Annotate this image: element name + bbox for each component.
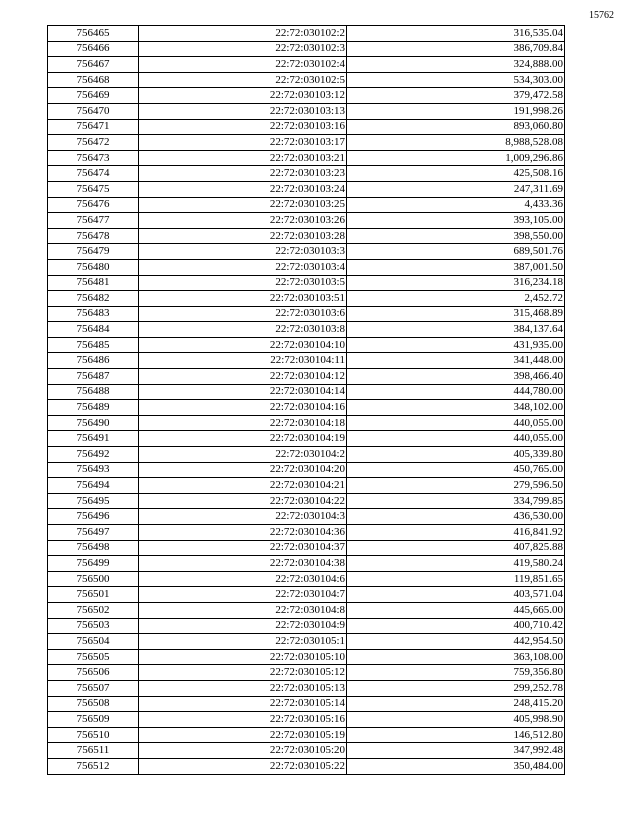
cadastral-number-cell: 22:72:030102:3 (139, 41, 347, 57)
record-id-cell: 756465 (48, 26, 139, 42)
cadastral-number-cell: 22:72:030104:7 (139, 587, 347, 603)
cadastral-number-cell: 22:72:030104:10 (139, 337, 347, 353)
table-row (48, 88, 565, 104)
table-row (48, 135, 565, 151)
cadastral-number-cell: 22:72:030104:38 (139, 556, 347, 572)
cadastral-value-cell: 384,137.64 (347, 322, 565, 338)
record-id-cell: 756466 (48, 41, 139, 57)
cadastral-number-cell: 22:72:030103:51 (139, 291, 347, 307)
cadastral-value-cell: 534,303.00 (347, 72, 565, 88)
record-id-cell: 756486 (48, 353, 139, 369)
record-id-cell: 756467 (48, 57, 139, 73)
table-row (48, 400, 565, 416)
cadastral-number-cell: 22:72:030104:22 (139, 493, 347, 509)
record-id-cell: 756487 (48, 369, 139, 385)
cadastral-number-cell: 22:72:030104:8 (139, 602, 347, 618)
cadastral-value-cell: 450,765.00 (347, 462, 565, 478)
table-row (48, 26, 565, 42)
record-id-cell: 756482 (48, 291, 139, 307)
record-id-cell: 756490 (48, 415, 139, 431)
record-id-cell: 756496 (48, 509, 139, 525)
record-id-cell: 756478 (48, 228, 139, 244)
record-id-cell: 756491 (48, 431, 139, 447)
table-row (48, 353, 565, 369)
cadastral-value-table (47, 25, 565, 775)
cadastral-number-cell: 22:72:030104:9 (139, 618, 347, 634)
record-id-cell: 756502 (48, 602, 139, 618)
cadastral-value-cell: 191,998.26 (347, 103, 565, 119)
cadastral-number-cell: 22:72:030104:18 (139, 415, 347, 431)
cadastral-number-cell: 22:72:030104:37 (139, 540, 347, 556)
cadastral-value-cell: 316,234.18 (347, 275, 565, 291)
table-row (48, 478, 565, 494)
cadastral-value-cell: 689,501.76 (347, 244, 565, 260)
cadastral-number-cell: 22:72:030105:13 (139, 680, 347, 696)
cadastral-number-cell: 22:72:030104:19 (139, 431, 347, 447)
cadastral-value-cell: 393,105.00 (347, 213, 565, 229)
cadastral-value-cell: 4,433.36 (347, 197, 565, 213)
cadastral-value-cell: 436,530.00 (347, 509, 565, 525)
table-row (48, 166, 565, 182)
cadastral-number-cell: 22:72:030104:21 (139, 478, 347, 494)
table-row (48, 696, 565, 712)
table-row (48, 743, 565, 759)
table-row (48, 509, 565, 525)
record-id-cell: 756492 (48, 447, 139, 463)
table-row (48, 57, 565, 73)
record-id-cell: 756481 (48, 275, 139, 291)
record-id-cell: 756483 (48, 306, 139, 322)
cadastral-value-cell: 324,888.00 (347, 57, 565, 73)
cadastral-value-cell: 248,415.20 (347, 696, 565, 712)
cadastral-value-cell: 1,009,296.86 (347, 150, 565, 166)
cadastral-value-cell: 398,466.40 (347, 369, 565, 385)
cadastral-value-cell: 444,780.00 (347, 384, 565, 400)
cadastral-value-cell: 8,988,528.08 (347, 135, 565, 151)
cadastral-value-cell: 341,448.00 (347, 353, 565, 369)
table-row (48, 618, 565, 634)
record-id-cell: 756469 (48, 88, 139, 104)
table-row (48, 369, 565, 385)
table-row (48, 291, 565, 307)
cadastral-number-cell: 22:72:030102:5 (139, 72, 347, 88)
cadastral-value-cell: 405,339.80 (347, 447, 565, 463)
record-id-cell: 756505 (48, 649, 139, 665)
cadastral-number-cell: 22:72:030103:6 (139, 306, 347, 322)
cadastral-number-cell: 22:72:030105:16 (139, 712, 347, 728)
cadastral-value-cell: 440,055.00 (347, 415, 565, 431)
cadastral-number-cell: 22:72:030103:13 (139, 103, 347, 119)
cadastral-number-cell: 22:72:030104:16 (139, 400, 347, 416)
cadastral-value-cell: 386,709.84 (347, 41, 565, 57)
table-row (48, 337, 565, 353)
table-row (48, 150, 565, 166)
cadastral-value-cell: 379,472.58 (347, 88, 565, 104)
cadastral-number-cell: 22:72:030102:2 (139, 26, 347, 42)
record-id-cell: 756493 (48, 462, 139, 478)
cadastral-number-cell: 22:72:030103:17 (139, 135, 347, 151)
table-row (48, 634, 565, 650)
record-id-cell: 756494 (48, 478, 139, 494)
cadastral-value-cell: 348,102.00 (347, 400, 565, 416)
cadastral-number-cell: 22:72:030104:36 (139, 525, 347, 541)
cadastral-number-cell: 22:72:030103:3 (139, 244, 347, 260)
cadastral-number-cell: 22:72:030104:2 (139, 447, 347, 463)
cadastral-number-cell: 22:72:030103:21 (139, 150, 347, 166)
cadastral-value-cell: 407,825.88 (347, 540, 565, 556)
cadastral-value-cell: 425,508.16 (347, 166, 565, 182)
record-id-cell: 756477 (48, 213, 139, 229)
cadastral-value-cell: 398,550.00 (347, 228, 565, 244)
record-id-cell: 756504 (48, 634, 139, 650)
cadastral-value-cell: 419,580.24 (347, 556, 565, 572)
record-id-cell: 756501 (48, 587, 139, 603)
record-id-cell: 756507 (48, 680, 139, 696)
cadastral-number-cell: 22:72:030103:26 (139, 213, 347, 229)
cadastral-value-cell: 405,998.90 (347, 712, 565, 728)
table-row (48, 103, 565, 119)
table-row (48, 602, 565, 618)
record-id-cell: 756506 (48, 665, 139, 681)
table-row (48, 556, 565, 572)
page-number: 15762 (589, 10, 614, 21)
cadastral-number-cell: 22:72:030104:6 (139, 571, 347, 587)
table-row (48, 228, 565, 244)
record-id-cell: 756511 (48, 743, 139, 759)
table-row (48, 384, 565, 400)
record-id-cell: 756480 (48, 259, 139, 275)
cadastral-value-cell: 315,468.89 (347, 306, 565, 322)
cadastral-number-cell: 22:72:030103:12 (139, 88, 347, 104)
cadastral-number-cell: 22:72:030105:12 (139, 665, 347, 681)
table-row (48, 244, 565, 260)
cadastral-number-cell: 22:72:030102:4 (139, 57, 347, 73)
cadastral-number-cell: 22:72:030105:20 (139, 743, 347, 759)
cadastral-number-cell: 22:72:030104:11 (139, 353, 347, 369)
table-row (48, 758, 565, 774)
record-id-cell: 756476 (48, 197, 139, 213)
cadastral-number-cell: 22:72:030105:10 (139, 649, 347, 665)
cadastral-number-cell: 22:72:030103:24 (139, 181, 347, 197)
cadastral-number-cell: 22:72:030104:20 (139, 462, 347, 478)
table-row (48, 727, 565, 743)
record-id-cell: 756479 (48, 244, 139, 260)
cadastral-number-cell: 22:72:030103:5 (139, 275, 347, 291)
record-id-cell: 756495 (48, 493, 139, 509)
cadastral-value-cell: 387,001.50 (347, 259, 565, 275)
record-id-cell: 756508 (48, 696, 139, 712)
cadastral-value-cell: 350,484.00 (347, 758, 565, 774)
record-id-cell: 756500 (48, 571, 139, 587)
table-row (48, 213, 565, 229)
table-row (48, 431, 565, 447)
table-row (48, 571, 565, 587)
cadastral-number-cell: 22:72:030105:19 (139, 727, 347, 743)
cadastral-value-cell: 445,665.00 (347, 602, 565, 618)
record-id-cell: 756488 (48, 384, 139, 400)
cadastral-value-cell: 400,710.42 (347, 618, 565, 634)
record-id-cell: 756470 (48, 103, 139, 119)
cadastral-number-cell: 22:72:030105:1 (139, 634, 347, 650)
table-row (48, 712, 565, 728)
cadastral-value-cell: 316,535.04 (347, 26, 565, 42)
record-id-cell: 756472 (48, 135, 139, 151)
record-id-cell: 756489 (48, 400, 139, 416)
cadastral-number-cell: 22:72:030104:12 (139, 369, 347, 385)
table-row (48, 462, 565, 478)
table-row (48, 275, 565, 291)
record-id-cell: 756471 (48, 119, 139, 135)
table-row (48, 680, 565, 696)
table-row (48, 525, 565, 541)
table-row (48, 415, 565, 431)
cadastral-value-cell: 334,799.85 (347, 493, 565, 509)
record-id-cell: 756509 (48, 712, 139, 728)
cadastral-value-cell: 347,992.48 (347, 743, 565, 759)
table-row (48, 665, 565, 681)
cadastral-number-cell: 22:72:030104:14 (139, 384, 347, 400)
cadastral-number-cell: 22:72:030105:22 (139, 758, 347, 774)
table-row (48, 447, 565, 463)
table-row (48, 181, 565, 197)
table-row (48, 306, 565, 322)
cadastral-value-cell: 431,935.00 (347, 337, 565, 353)
cadastral-value-cell: 363,108.00 (347, 649, 565, 665)
record-id-cell: 756510 (48, 727, 139, 743)
cadastral-value-cell: 893,060.80 (347, 119, 565, 135)
table-row (48, 41, 565, 57)
cadastral-value-cell: 247,311.69 (347, 181, 565, 197)
record-id-cell: 756485 (48, 337, 139, 353)
cadastral-value-cell: 146,512.80 (347, 727, 565, 743)
cadastral-value-cell: 759,356.80 (347, 665, 565, 681)
cadastral-number-cell: 22:72:030104:3 (139, 509, 347, 525)
record-id-cell: 756499 (48, 556, 139, 572)
table-row (48, 72, 565, 88)
cadastral-number-cell: 22:72:030105:14 (139, 696, 347, 712)
record-id-cell: 756473 (48, 150, 139, 166)
table-row (48, 649, 565, 665)
cadastral-number-cell: 22:72:030103:8 (139, 322, 347, 338)
table-body (48, 26, 565, 775)
cadastral-number-cell: 22:72:030103:16 (139, 119, 347, 135)
table-row (48, 259, 565, 275)
record-id-cell: 756503 (48, 618, 139, 634)
cadastral-number-cell: 22:72:030103:4 (139, 259, 347, 275)
cadastral-value-cell: 403,571.04 (347, 587, 565, 603)
table-row (48, 322, 565, 338)
cadastral-value-cell: 416,841.92 (347, 525, 565, 541)
cadastral-number-cell: 22:72:030103:25 (139, 197, 347, 213)
record-id-cell: 756475 (48, 181, 139, 197)
table-row (48, 493, 565, 509)
table-row (48, 587, 565, 603)
record-id-cell: 756468 (48, 72, 139, 88)
table-row (48, 197, 565, 213)
cadastral-value-cell: 119,851.65 (347, 571, 565, 587)
record-id-cell: 756474 (48, 166, 139, 182)
cadastral-value-cell: 2,452.72 (347, 291, 565, 307)
record-id-cell: 756512 (48, 758, 139, 774)
record-id-cell: 756498 (48, 540, 139, 556)
record-id-cell: 756497 (48, 525, 139, 541)
record-id-cell: 756484 (48, 322, 139, 338)
table-row (48, 119, 565, 135)
cadastral-value-cell: 440,055.00 (347, 431, 565, 447)
table-row (48, 540, 565, 556)
cadastral-value-cell: 279,596.50 (347, 478, 565, 494)
cadastral-number-cell: 22:72:030103:28 (139, 228, 347, 244)
cadastral-value-cell: 442,954.50 (347, 634, 565, 650)
cadastral-value-cell: 299,252.78 (347, 680, 565, 696)
cadastral-number-cell: 22:72:030103:23 (139, 166, 347, 182)
